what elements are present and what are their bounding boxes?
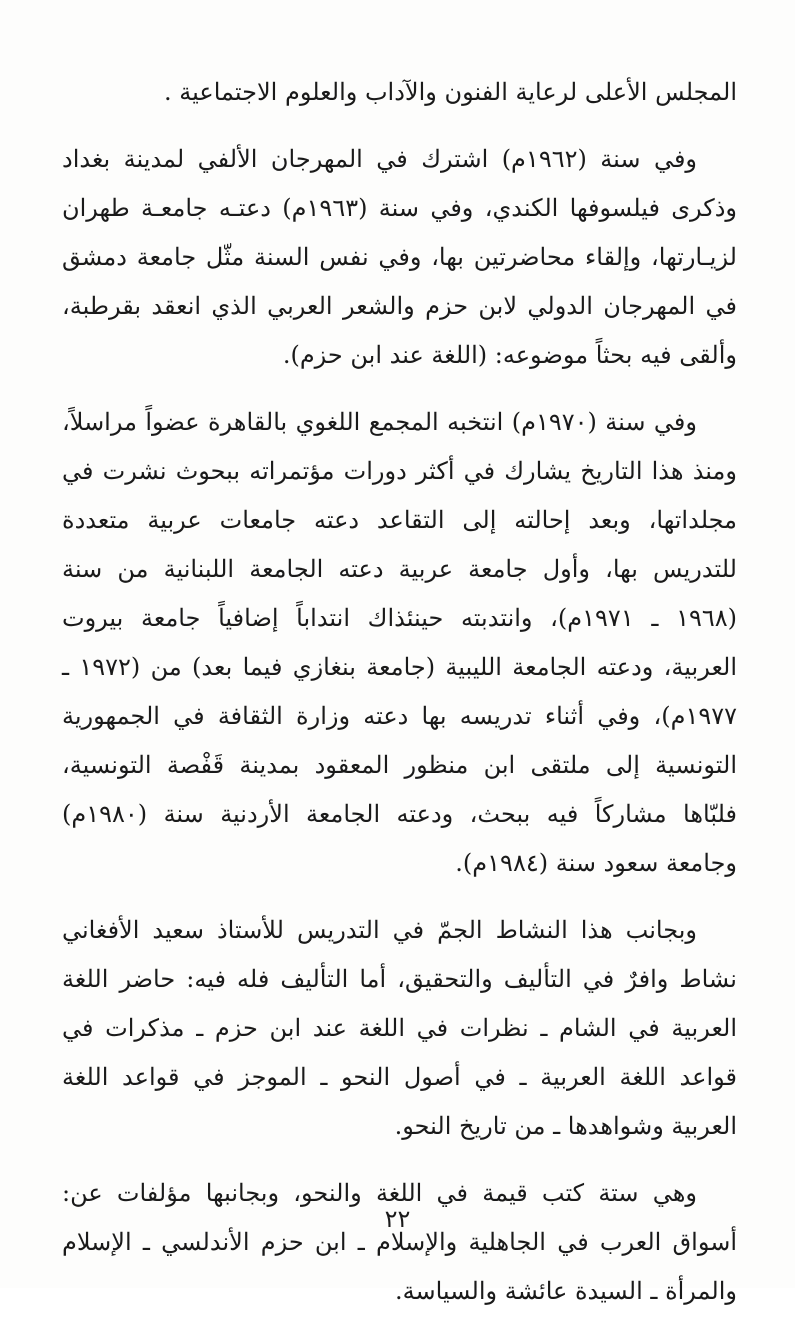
paragraph-authorship: وبجانب هذا النشاط الجمّ في التدريس للأستاذ سعيد الأفغاني نشاط وافرٌ في التأليف والتحقيق، أما التأليف فله فيه: حاضر اللغة العربية في الشام ـ نظرات في اللغة عند ابن حزم ـ مذكرات في قواعد اللغة العربية ـ في أصول النحو ـ الموجز في قواعد اللغة العربية وشواهدها ـ من تاريخ النحو. bbox=[62, 916, 737, 1140]
paragraph-other-works: وهي ستة كتب قيمة في اللغة والنحو، وبجانبها مؤلفات عن: أسواق العرب في الجاهلية والإسلام ـ ابن حزم الأندلسي ـ الإسلام والمرأة ـ السيدة عائشة والسياسة. bbox=[62, 1179, 737, 1305]
paragraph-continued: المجلس الأعلى لرعاية الفنون والآداب والعلوم الاجتماعية . bbox=[164, 78, 737, 106]
paragraph-1962-1963: وفي سنة (١٩٦٢م) اشترك في المهرجان الألفي لمدينة بغداد وذكرى فيلسوفها الكندي، وفي سنة (١٩٦٣م) دعتـه جامعـة طهران لزيـارتها، وإلقاء محاضرتين بها، وفي نفس السنة مثّل جامعة دمشق في المهرجان الدولي لابن حزم والشعر العربي الذي انعقد بقرطبة، وألقى فيه بحثاً موضوعه: (اللغة عند ابن حزم). bbox=[62, 145, 738, 369]
paragraph-1970-teaching: وفي سنة (١٩٧٠م) انتخبه المجمع اللغوي بالقاهرة عضواً مراسلاً، ومنذ هذا التاريخ يشارك في أكثر دورات مؤتمراته ببحوث نشرت في مجلداتها، وبعد إحالته إلى التقاعد دعته جامعات عربية متعددة للتدريس بها، وأول جامعة عربية دعته الجامعة اللبنانية من سنة (١٩٦٨ ـ ١٩٧١م)، وانتدبته حينئذاك انتداباً إضافياً جامعة بيروت العربية، ودعته الجامعة الليبية (جامعة بنغازي فيما بعد) من (١٩٧٢ ـ ١٩٧٧م)، وفي أثناء تدريسه بها دعته وزارة الثقافة في الجمهورية التونسية إلى ملتقى ابن منظور المعقود بمدينة قَفْصة التونسية، فلبّاها مشاركاً فيه ببحث، ودعته الجامعة الأردنية سنة (١٩٨٠م) وجامعة سعود سنة (١٩٨٤م). bbox=[62, 408, 737, 877]
body-text bbox=[62, 68, 737, 1334]
page-number: ٢٢ bbox=[384, 1205, 411, 1233]
